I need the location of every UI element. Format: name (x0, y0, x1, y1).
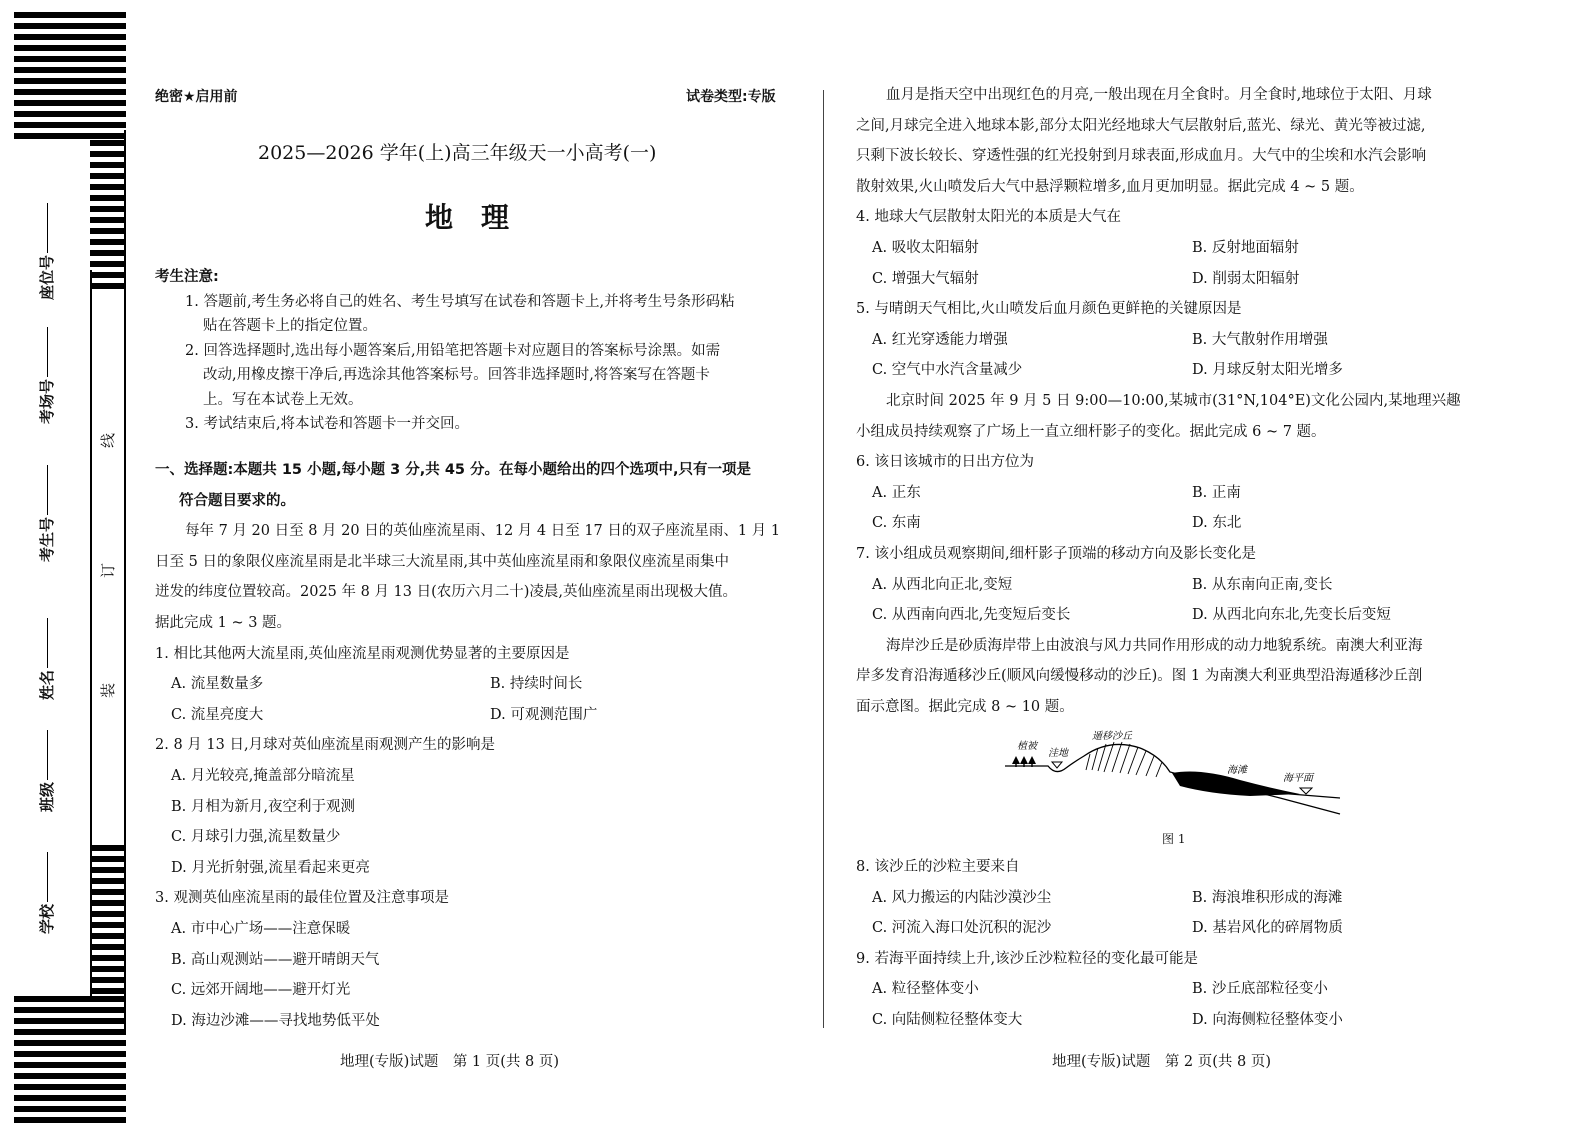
option-a: A. 流星数量多 (171, 676, 264, 693)
label-depression: 洼地 (1048, 748, 1068, 759)
footer-left: 地理(专版)试题 第 1 页(共 8 页) (340, 1054, 560, 1070)
school-field[interactable] (36, 852, 57, 934)
question-stem: 6. 该日该城市的日出方位为 (856, 454, 1034, 471)
question-stem: 1. 相比其他两大流星雨,英仙座流星雨观测优势显著的主要原因是 (155, 645, 570, 662)
binding-line-inner (124, 130, 126, 1030)
option-d: D. 向海侧粒径整体变小 (1192, 1011, 1343, 1028)
passage-line: 小组成员持续观察了广场上一直立细杆影子的变化。据此完成 6 ~ 7 题。 (856, 423, 1326, 440)
seat-number-label: 座位号 (38, 254, 56, 300)
barcode-bottom (14, 996, 126, 1124)
option-row (856, 913, 1496, 944)
option-row (856, 1005, 1496, 1036)
notice-item: 2. 回答选择题时,选出每小题答案后,用铅笔把答题卡对应题目的答案标号涂黑。如需 (185, 342, 721, 359)
question-stem: 8. 该沙丘的沙粒主要来自 (856, 859, 1020, 875)
option-row (856, 883, 1496, 914)
passage-line: 只剩下波长较长、穿透性强的红光投射到月球表面,形成血月。大气中的尘埃和水汽会影响 (856, 148, 1427, 165)
passage-line: 日至 5 日的象限仪座流星雨是北半球三大流星雨,其中英仙座流星雨和象限仪座流星雨集中 (155, 553, 730, 570)
paper-type: 试卷类型:专版 (686, 89, 776, 105)
class-field[interactable] (36, 730, 57, 812)
figure-caption: 图 1 (1162, 832, 1186, 846)
option-d: D. 从西北向东北,先变长后变短 (1192, 607, 1391, 624)
exam-room-label: 考场号 (38, 378, 56, 424)
option-c: C. 空气中水汽含量减少 (872, 362, 1023, 379)
name-field[interactable] (36, 618, 57, 700)
passage-line: 北京时间 2025 年 9 月 5 日 9:00—10:00,某城市(31°N,104°E)文化公园内,某地理兴趣 (886, 392, 1461, 409)
school-label: 学校 (38, 903, 56, 934)
bind-mark-staple: 订 (99, 562, 118, 579)
option-d: D. 东北 (1192, 515, 1242, 532)
label-migrating-dune: 遁移沙丘 (1092, 731, 1132, 742)
figure-1 (1000, 726, 1350, 826)
label-sea-level: 海平面 (1283, 773, 1313, 784)
bind-mark-line: 线 (99, 432, 118, 449)
option-a: A. 市中心广场——注意保暖 (171, 920, 351, 937)
candidate-number-field[interactable] (36, 465, 57, 562)
passage-line: 血月是指天空中出现红色的月亮,一般出现在月全食时。月全食时,地球位于太阳、月球 (886, 87, 1432, 103)
option-b: B. 高山观测站——避开晴朗天气 (171, 951, 380, 968)
option-c: C. 东南 (872, 515, 921, 532)
subject-title: 地 理 (425, 201, 510, 234)
option-row (856, 233, 1496, 264)
option-a: A. 从西北向正北,变短 (872, 576, 1013, 593)
dune-profile-diagram (1000, 726, 1350, 826)
option-c: C. 河流入海口处沉积的泥沙 (872, 920, 1052, 937)
label-beach: 海滩 (1227, 765, 1247, 776)
option-b: B. 从东南向正南,变长 (1192, 576, 1333, 593)
footer-right: 地理(专版)试题 第 2 页(共 8 页) (1052, 1054, 1272, 1070)
passage-line: 据此完成 1 ~ 3 题。 (155, 614, 292, 631)
binding-strip (0, 0, 130, 1138)
option-b: B. 持续时间长 (490, 676, 583, 693)
option-c: C. 从西南向西北,先变短后变长 (872, 607, 1071, 624)
notice-item: 3. 考试结束后,将本试卷和答题卡一并交回。 (185, 416, 470, 432)
barcode-top (14, 12, 126, 137)
option-c: C. 月球引力强,流星数量少 (171, 829, 341, 846)
passage-line: 海岸沙丘是砂质海岸带上由波浪与风力共同作用形成的动力地貌系统。南澳大利亚海 (886, 637, 1423, 654)
option-b: B. 沙丘底部粒径变小 (1192, 981, 1328, 998)
option-a: A. 风力搬运的内陆沙漠沙尘 (872, 889, 1052, 906)
passage-line: 之间,月球完全进入地球本影,部分太阳光经地球大气层散射后,蓝光、绿光、黄光等被过滤, (856, 117, 1426, 134)
question-stem: 9. 若海平面持续上升,该沙丘沙粒粒径的变化最可能是 (856, 950, 1199, 967)
seat-number-field[interactable] (36, 203, 57, 300)
section-title: 一、选择题:本题共 15 小题,每小题 3 分,共 45 分。在每小题给出的四个选项中,只有一项是 (155, 462, 752, 478)
notice-item: 贴在答题卡上的指定位置。 (203, 318, 377, 334)
passage-line: 迸发的纬度位置较高。2025 年 8 月 13 日(农历六月二十)凌晨,英仙座流星雨出现极大值。 (155, 584, 738, 601)
option-d: D. 月光折射强,流星看起来更亮 (171, 859, 370, 876)
option-row (856, 325, 1496, 356)
notice (155, 265, 735, 437)
passage-line: 散射效果,火山喷发后大气中悬浮颗粒增多,血月更加明显。据此完成 4 ~ 5 题。 (856, 178, 1364, 195)
exam-title: 2025—2026 学年(上)高三年级天一小高考(一) (258, 142, 657, 164)
option-b: B. 海浪堆积形成的海滩 (1192, 889, 1343, 906)
bind-mark-bind: 装 (99, 682, 118, 699)
notice-item: 改动,用橡皮擦干净后,再选涂其他答案标号。回答非选择题时,将答案写在答题卡 (203, 367, 710, 383)
option-b: B. 正南 (1192, 484, 1241, 501)
candidate-number-label: 考生号 (38, 516, 56, 562)
option-row (155, 700, 795, 731)
option-row (856, 355, 1496, 386)
option-row (155, 669, 795, 700)
passage-line: 岸多发育沿海遁移沙丘(顺风向缓慢移动的沙丘)。图 1 为南澳大利亚典型沿海遁移沙丘剖 (856, 668, 1423, 685)
notice-item: 1. 答题前,考生务必将自己的姓名、考生号填写在试卷和答题卡上,并将考生号条形码粘 (185, 293, 735, 310)
option-c: C. 向陆侧粒径整体变大 (872, 1011, 1023, 1028)
question-stem: 7. 该小组成员观察期间,细杆影子顶端的移动方向及影长变化是 (856, 545, 1257, 562)
secret-mark: 绝密★启用前 (155, 89, 238, 105)
option-a: A. 月光较亮,掩盖部分暗流星 (171, 767, 355, 784)
left-column (155, 455, 795, 1036)
option-row (856, 974, 1496, 1005)
name-label: 姓名 (38, 669, 56, 700)
option-b: B. 月相为新月,夜空利于观测 (171, 798, 355, 815)
notice-item: 上。写在本试卷上无效。 (203, 391, 363, 408)
option-c: C. 远郊开阔地——避开灯光 (171, 982, 351, 999)
section-title-cont: 符合题目要求的。 (179, 492, 295, 509)
question-stem: 3. 观测英仙座流星雨的最佳位置及注意事项是 (155, 890, 449, 907)
option-c: C. 增强大气辐射 (872, 270, 979, 287)
option-b: B. 反射地面辐射 (1192, 239, 1299, 256)
option-d: D. 月球反射太阳光增多 (1192, 362, 1343, 379)
right-column (856, 80, 1496, 722)
option-row (856, 264, 1496, 295)
option-row (856, 478, 1496, 509)
option-d: D. 海边沙滩——寻找地势低平处 (171, 1012, 380, 1029)
column-divider (823, 90, 824, 1028)
passage-line: 每年 7 月 20 日至 8 月 20 日的英仙座流星雨、12 月 4 日至 17 日的双子座流星雨、1 月 1 (185, 523, 781, 540)
option-row (856, 600, 1496, 631)
option-a: A. 粒径整体变小 (872, 981, 979, 998)
option-a: A. 红光穿透能力增强 (872, 331, 1008, 348)
option-b: B. 大气散射作用增强 (1192, 331, 1328, 348)
question-stem: 5. 与晴朗天气相比,火山喷发后血月颜色更鲜艳的关键原因是 (856, 301, 1242, 318)
option-row (856, 508, 1496, 539)
option-d: D. 削弱太阳辐射 (1192, 270, 1300, 287)
binding-line (90, 270, 92, 1000)
option-c: C. 流星亮度大 (171, 706, 264, 723)
option-d: D. 基岩风化的碎屑物质 (1192, 920, 1343, 937)
passage-line: 面示意图。据此完成 8 ~ 10 题。 (856, 698, 1074, 715)
option-a: A. 正东 (872, 484, 921, 501)
option-row (856, 570, 1496, 601)
option-d: D. 可观测范围广 (490, 706, 598, 723)
question-stem: 2. 8 月 13 日,月球对英仙座流星雨观测产生的影响是 (155, 737, 496, 754)
option-a: A. 吸收太阳辐射 (872, 239, 979, 256)
right-column-lower (856, 852, 1496, 1036)
notice-title: 考生注意: (155, 269, 219, 285)
label-vegetation: 植被 (1017, 741, 1037, 752)
exam-room-field[interactable] (36, 327, 57, 424)
question-stem: 4. 地球大气层散射太阳光的本质是大气在 (856, 209, 1121, 226)
class-label: 班级 (38, 781, 56, 812)
